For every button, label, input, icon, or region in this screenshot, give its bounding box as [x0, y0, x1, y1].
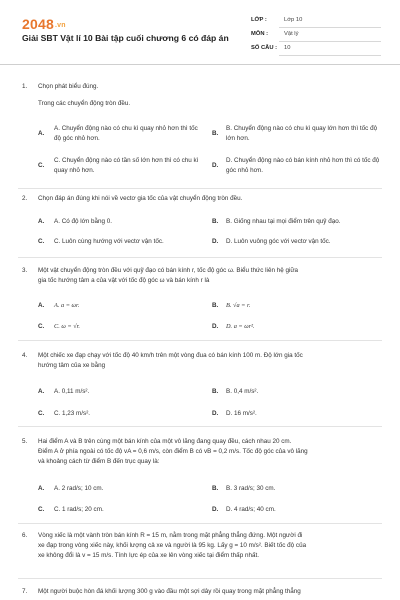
question-text: Chọn phát biểu đúng. — [38, 83, 99, 90]
option-letter: D. — [212, 238, 219, 245]
meta-count-value: 10 — [284, 45, 291, 51]
question-text-line-2: Điểm A ở phía ngoài có tốc độ vA = 0,6 m/s, còn điểm B có vB = 0,2 m/s. Tốc độ góc của vô lăng — [38, 448, 308, 455]
option-letter: C. — [38, 238, 45, 245]
option-text: A. Có độ lớn bằng 0. — [54, 218, 113, 225]
option-letter: B. — [212, 302, 219, 309]
question-divider — [18, 523, 382, 524]
question-text-line-1: Một người buộc hòn đá khối lượng 300 g vào đầu một sợi dây rồi quay trong mặt phẳng thẳng — [38, 588, 301, 595]
option-letter: A. — [38, 388, 45, 395]
option-letter: B. — [212, 130, 219, 137]
meta-subject-value: Vật lý — [284, 31, 299, 37]
site-logo[interactable] — [22, 16, 66, 32]
question-text-line-1: Một chiếc xe đạp chạy với tốc độ 40 km/h trên một vòng đua có bán kính 100 m. Độ lớn gia tốc — [38, 352, 303, 359]
question-number: 2. — [22, 195, 28, 202]
option-text: A. 2 rad/s; 10 cm. — [54, 485, 104, 492]
meta-class-underline — [279, 27, 381, 28]
question-text-line-3: và khoảng cách từ điểm B đến trục quay là: — [38, 458, 160, 465]
option-text: D. Chuyển động nào có bán kính nhỏ hơn thì có tốc độ góc nhỏ hơn. — [226, 157, 380, 174]
option-text: C. Chuyển động nào có tần số lớn hơn thì có chu kì quay nhỏ hơn. — [54, 157, 199, 174]
question-divider — [18, 340, 382, 341]
logo-tld: .vn — [54, 22, 66, 29]
option-letter: A. — [38, 130, 45, 137]
question-number: 6. — [22, 532, 28, 539]
question-subtext: Trong các chuyển động tròn đều. — [38, 100, 131, 107]
option-text: B. Giống nhau tại mọi điểm trên quỹ đạo. — [226, 218, 341, 225]
meta-subject-label: MÔN : — [251, 31, 269, 37]
question-text-line-1: Một vật chuyển động tròn đều với quỹ đạo có bán kính r, tốc độ góc ω. Biểu thức liên hệ giữa — [38, 267, 299, 274]
question-text-line-2: gia tốc hướng tâm a của vật với tốc độ góc ω và bán kính r là — [38, 277, 210, 284]
option-letter: C. — [38, 506, 45, 513]
question-divider — [18, 257, 382, 258]
option-text: A. Chuyển động nào có chu kì quay nhỏ hơn thì tốc độ góc nhỏ hơn. — [54, 125, 198, 142]
meta-class-value: Lớp 10 — [284, 17, 303, 23]
question-text-line-1: Vòng xiếc là một vành tròn bán kính R = 15 m, nằm trong mặt phẳng thẳng đứng. Một người đi — [38, 532, 303, 539]
question-text-line-1: Hai điểm A và B trên cùng một bán kính của một vô lăng đang quay đều, cách nhau 20 cm. — [38, 438, 292, 445]
question-number: 1. — [22, 83, 28, 90]
option-text: B. 0,4 m/s². — [226, 388, 259, 395]
option-letter: B. — [212, 388, 219, 395]
option-letter: D. — [212, 410, 219, 417]
option-text: C. 1,23 m/s². — [54, 410, 91, 417]
question-text-line-3: xe không đổi là v = 15 m/s. Tính lực ép của xe lên vòng xiếc tại điểm thấp nhất. — [38, 552, 259, 559]
meta-count-label: SỐ CÂU : — [251, 45, 278, 51]
question-text: Chọn đáp án đúng khi nói về vectơ gia tốc của vật chuyển động tròn đều. — [38, 195, 243, 202]
question-divider — [18, 578, 382, 579]
option-letter: B. — [212, 485, 219, 492]
option-text: D. a = ωr². — [226, 323, 255, 330]
option-letter: C. — [38, 410, 45, 417]
option-text: B. Chuyển động nào có chu kì quay lớn hơn thì tốc độ lớn hơn. — [226, 125, 378, 142]
option-letter: C. — [38, 323, 45, 330]
page-title: Giải SBT Vật lí 10 Bài tập cuối chương 6 có đáp án — [22, 33, 229, 43]
option-letter: A. — [38, 302, 45, 309]
question-text-line-2: hướng tâm của xe bằng — [38, 362, 106, 369]
option-text: C. Luôn cùng hướng với vectơ vận tốc. — [54, 238, 164, 245]
logo-number: 2048 — [22, 16, 54, 32]
question-divider — [18, 188, 382, 189]
question-text-line-2: xe đạp trong vòng xiếc này, khối lượng cả xe và người là 95 kg. Lấy g = 10 m/s². Biết tốc độ của — [38, 542, 307, 549]
option-letter: B. — [212, 218, 219, 225]
meta-subject-underline — [279, 41, 381, 42]
page-header — [0, 0, 400, 64]
option-text: D. 16 m/s². — [226, 410, 257, 417]
question-number: 4. — [22, 352, 28, 359]
option-text: D. Luôn vuông góc với vectơ vận tốc. — [226, 238, 331, 245]
option-letter: D. — [212, 162, 219, 169]
option-text: A. 0,11 m/s². — [54, 388, 90, 395]
question-number: 3. — [22, 267, 28, 274]
option-text: B. 3 rad/s; 30 cm. — [226, 485, 276, 492]
question-divider — [18, 426, 382, 427]
option-letter: D. — [212, 506, 219, 513]
option-letter: D. — [212, 323, 219, 330]
option-text: D. 4 rad/s; 40 cm. — [226, 506, 276, 513]
question-number: 5. — [22, 438, 28, 445]
meta-class-label: LỚP : — [251, 17, 267, 23]
option-letter: C. — [38, 162, 45, 169]
header-divider — [0, 64, 400, 65]
meta-count-underline — [279, 55, 381, 56]
option-letter: A. — [38, 485, 45, 492]
option-text: B. √a = r. — [226, 302, 251, 309]
option-letter: A. — [38, 218, 45, 225]
option-text: A. a = ωr. — [54, 302, 80, 309]
option-text: C. ω = √r. — [54, 323, 80, 330]
option-text: C. 1 rad/s; 20 cm. — [54, 506, 104, 513]
question-number: 7. — [22, 588, 28, 595]
